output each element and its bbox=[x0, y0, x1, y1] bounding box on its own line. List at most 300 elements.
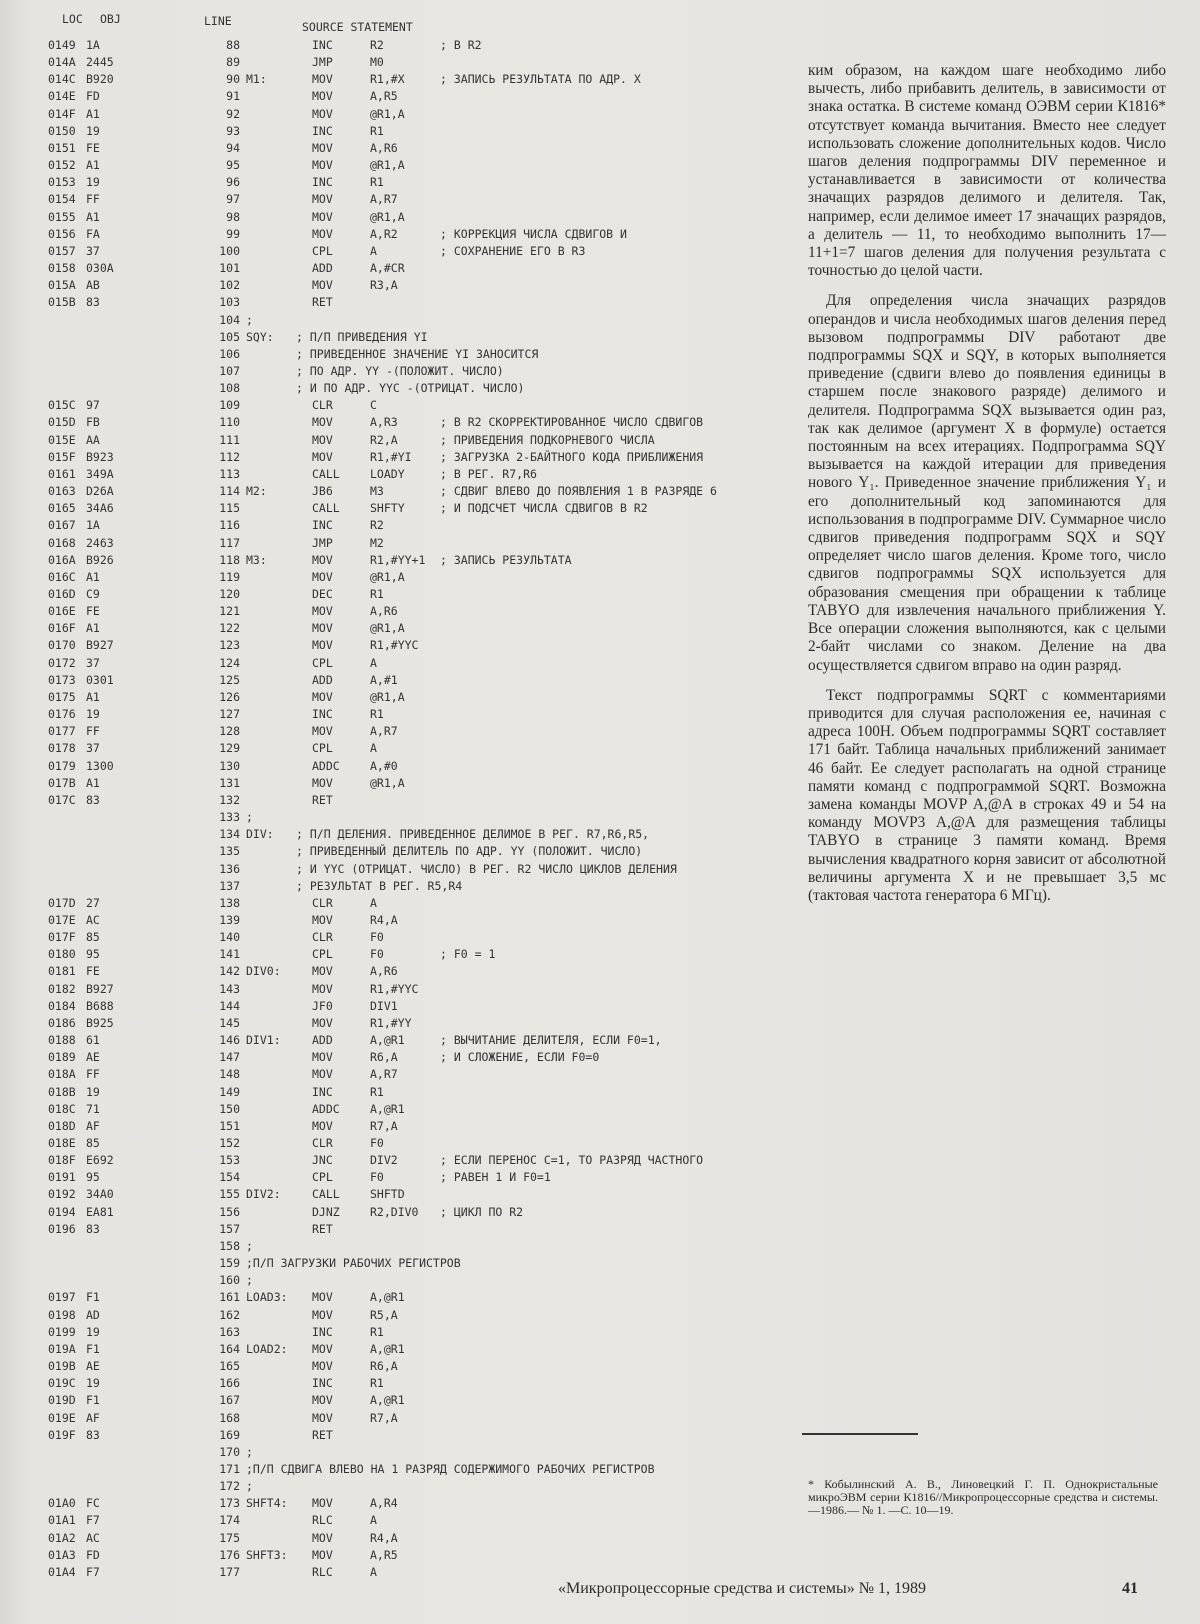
obj-cell: 0301 bbox=[86, 672, 114, 687]
obj-cell: F1 bbox=[86, 1393, 100, 1408]
opcode-cell: MOV bbox=[312, 1118, 333, 1133]
operand-cell: DIV2 bbox=[370, 1153, 398, 1168]
operand-cell: @R1,A bbox=[370, 106, 405, 121]
opcode-cell: RET bbox=[312, 1221, 333, 1236]
listing-row bbox=[48, 1187, 778, 1204]
obj-cell: A1 bbox=[86, 621, 100, 636]
line-number: 143 bbox=[219, 981, 240, 996]
listing-row bbox=[48, 1170, 778, 1187]
operand-cell: R5,A bbox=[370, 1307, 398, 1322]
obj-cell: 19 bbox=[86, 175, 100, 190]
line-number: 171 bbox=[219, 1461, 240, 1476]
footnote-divider bbox=[802, 1433, 918, 1435]
operand-cell: R1 bbox=[370, 587, 384, 601]
listing-row bbox=[48, 107, 778, 124]
line-number: 176 bbox=[219, 1547, 240, 1562]
operand-cell: R2 bbox=[370, 518, 384, 533]
loc-cell: 018A bbox=[48, 1067, 76, 1082]
loc-cell: 014E bbox=[48, 89, 76, 104]
obj-cell: 19 bbox=[86, 707, 100, 722]
operand-cell: A,R4 bbox=[370, 1496, 398, 1511]
listing-row bbox=[48, 1050, 778, 1067]
operand-cell: A,R6 bbox=[370, 964, 398, 979]
loc-cell: 0189 bbox=[48, 1050, 76, 1065]
listing-row bbox=[48, 518, 778, 535]
line-number: 91 bbox=[226, 89, 240, 104]
obj-cell: 2463 bbox=[86, 535, 114, 550]
loc-cell: 018C bbox=[48, 1101, 76, 1116]
label-cell: ;П/П СДВИГА ВЛЕВО НА 1 РАЗРЯД СОДЕРЖИМОГО РАБОЧИХ РЕГИСТРОВ bbox=[246, 1461, 655, 1476]
line-number: 148 bbox=[219, 1067, 240, 1082]
line-number: 173 bbox=[219, 1496, 240, 1511]
comment-block: ; ПРИВЕДЕННЫЙ ДЕЛИТЕЛЬ ПО АДР. YY (ПОЛОЖИТ. ЧИСЛО) bbox=[296, 844, 643, 859]
operand-cell: A,R3 bbox=[370, 415, 398, 430]
header-source: SOURCE STATEMENT bbox=[302, 20, 413, 34]
line-number: 161 bbox=[219, 1290, 240, 1305]
line-number: 166 bbox=[219, 1376, 240, 1391]
listing-row bbox=[48, 55, 778, 72]
listing-row bbox=[48, 1067, 778, 1084]
listing-row bbox=[48, 690, 778, 707]
label-cell: ;П/П ЗАГРУЗКИ РАБОЧИХ РЕГИСТРОВ bbox=[246, 1256, 461, 1271]
line-number: 106 bbox=[219, 346, 240, 361]
listing-row bbox=[48, 947, 778, 964]
listing-row bbox=[48, 261, 778, 278]
line-number: 156 bbox=[219, 1204, 240, 1219]
loc-cell: 0191 bbox=[48, 1170, 76, 1185]
listing-row bbox=[48, 1033, 778, 1050]
loc-cell: 0192 bbox=[48, 1187, 76, 1202]
obj-cell: F1 bbox=[86, 1341, 100, 1356]
listing-row bbox=[48, 192, 778, 209]
loc-cell: 019E bbox=[48, 1410, 76, 1425]
operand-cell: F0 bbox=[370, 930, 384, 945]
obj-cell: EA81 bbox=[86, 1204, 114, 1219]
opcode-cell: JF0 bbox=[312, 998, 333, 1013]
loc-cell: 0181 bbox=[48, 964, 76, 979]
opcode-cell: DEC bbox=[312, 587, 333, 601]
listing-row bbox=[48, 638, 778, 655]
line-number: 124 bbox=[219, 655, 240, 670]
label-cell: DIV: bbox=[246, 827, 274, 842]
listing-row bbox=[48, 398, 778, 415]
comment-cell: ; КОРРЕКЦИЯ ЧИСЛА СДВИГОВ И bbox=[440, 226, 627, 241]
line-number: 126 bbox=[219, 689, 240, 704]
line-number: 132 bbox=[219, 792, 240, 807]
opcode-cell: MOV bbox=[312, 689, 333, 704]
comment-cell: ; В R2 СКОРРЕКТИРОВАННОЕ ЧИСЛО СДВИГОВ bbox=[440, 415, 704, 430]
header-obj: OBJ bbox=[100, 12, 121, 26]
listing-row bbox=[48, 1085, 778, 1102]
obj-cell: 19 bbox=[86, 1376, 100, 1391]
obj-cell: A1 bbox=[86, 569, 100, 584]
line-number: 101 bbox=[219, 261, 240, 276]
operand-cell: A,R6 bbox=[370, 140, 398, 155]
obj-cell: 030A bbox=[86, 261, 114, 276]
obj-cell: B927 bbox=[86, 981, 114, 996]
operand-cell: R4,A bbox=[370, 1530, 398, 1545]
opcode-cell: RET bbox=[312, 295, 333, 310]
line-number: 130 bbox=[219, 758, 240, 773]
opcode-cell: MOV bbox=[312, 1530, 333, 1545]
opcode-cell: MOV bbox=[312, 432, 333, 447]
label-cell: LOAD3: bbox=[246, 1290, 288, 1305]
listing-row bbox=[48, 330, 778, 347]
obj-cell: FE bbox=[86, 964, 100, 979]
listing-row bbox=[48, 381, 778, 398]
opcode-cell: JMP bbox=[312, 535, 333, 550]
operand-cell: F0 bbox=[370, 1136, 384, 1150]
obj-cell: FF bbox=[86, 192, 100, 207]
obj-cell: FE bbox=[86, 140, 100, 155]
opcode-cell: JMP bbox=[312, 55, 333, 70]
opcode-cell: MOV bbox=[312, 638, 333, 653]
loc-cell: 017F bbox=[48, 930, 76, 945]
opcode-cell: MOV bbox=[312, 621, 333, 636]
operand-cell: @R1,A bbox=[370, 209, 405, 224]
label-cell: M3: bbox=[246, 552, 267, 567]
operand-cell: A,R7 bbox=[370, 1067, 398, 1082]
listing-row bbox=[48, 1325, 778, 1342]
operand-cell: A bbox=[370, 895, 377, 910]
obj-cell: 1300 bbox=[86, 758, 114, 773]
label-cell: ; bbox=[246, 1238, 253, 1253]
line-number: 122 bbox=[219, 621, 240, 636]
loc-cell: 0150 bbox=[48, 123, 76, 138]
operand-cell: R2,DIV0 bbox=[370, 1204, 419, 1219]
operand-cell: R2,A bbox=[370, 432, 398, 447]
listing-row bbox=[48, 72, 778, 89]
line-number: 121 bbox=[219, 604, 240, 619]
listing-rows bbox=[48, 38, 778, 1582]
comment-cell: ; ЦИКЛ ПО R2 bbox=[440, 1204, 524, 1219]
operand-cell: M3 bbox=[370, 484, 384, 499]
opcode-cell: INC bbox=[312, 123, 333, 138]
listing-row bbox=[48, 210, 778, 227]
obj-cell: B920 bbox=[86, 72, 114, 87]
listing-row bbox=[48, 313, 778, 330]
listing-row bbox=[48, 1428, 778, 1445]
opcode-cell: RET bbox=[312, 792, 333, 807]
opcode-cell: MOV bbox=[312, 415, 333, 430]
opcode-cell: MOV bbox=[312, 1547, 333, 1562]
line-number: 174 bbox=[219, 1513, 240, 1528]
listing-row bbox=[48, 844, 778, 861]
label-cell: ; bbox=[246, 1273, 253, 1288]
loc-cell: 017B bbox=[48, 775, 76, 790]
line-number: 109 bbox=[219, 398, 240, 413]
opcode-cell: MOV bbox=[312, 1050, 333, 1065]
opcode-cell: DJNZ bbox=[312, 1204, 340, 1219]
line-number: 108 bbox=[219, 381, 240, 396]
operand-cell: A bbox=[370, 655, 377, 670]
comment-cell: ; F0 = 1 bbox=[440, 947, 496, 962]
listing-row bbox=[48, 810, 778, 827]
listing-row bbox=[48, 673, 778, 690]
loc-cell: 019B bbox=[48, 1359, 76, 1374]
opcode-cell: CLR bbox=[312, 398, 333, 413]
opcode-cell: JB6 bbox=[312, 484, 333, 499]
line-number: 155 bbox=[219, 1187, 240, 1202]
listing-row bbox=[48, 1359, 778, 1376]
listing-row bbox=[48, 1016, 778, 1033]
assembly-listing bbox=[48, 12, 778, 1582]
obj-cell: 34A0 bbox=[86, 1187, 114, 1202]
opcode-cell: CPL bbox=[312, 741, 333, 756]
opcode-cell: MOV bbox=[312, 1290, 333, 1305]
line-number: 158 bbox=[219, 1238, 240, 1253]
line-number: 99 bbox=[226, 226, 240, 241]
listing-row bbox=[48, 1376, 778, 1393]
operand-cell: @R1,A bbox=[370, 158, 405, 173]
operand-cell: SHFTY bbox=[370, 501, 405, 516]
line-number: 117 bbox=[219, 535, 240, 550]
line-number: 125 bbox=[219, 672, 240, 687]
obj-cell: FE bbox=[86, 604, 100, 619]
listing-row bbox=[48, 244, 778, 261]
obj-cell: 71 bbox=[86, 1101, 100, 1116]
listing-row bbox=[48, 1205, 778, 1222]
loc-cell: 0153 bbox=[48, 175, 76, 190]
loc-cell: 01A3 bbox=[48, 1547, 76, 1562]
obj-cell: 1A bbox=[86, 518, 100, 533]
line-number: 102 bbox=[219, 278, 240, 293]
loc-cell: 0176 bbox=[48, 707, 76, 722]
loc-cell: 0158 bbox=[48, 261, 76, 276]
operand-cell: R3,A bbox=[370, 278, 398, 293]
operand-cell: R4,A bbox=[370, 912, 398, 927]
obj-cell: A1 bbox=[86, 106, 100, 121]
line-number: 112 bbox=[219, 449, 240, 464]
listing-row bbox=[48, 570, 778, 587]
loc-cell: 0167 bbox=[48, 518, 76, 533]
loc-cell: 017D bbox=[48, 895, 76, 910]
obj-cell: B927 bbox=[86, 638, 114, 653]
listing-row bbox=[48, 707, 778, 724]
opcode-cell: MOV bbox=[312, 1393, 333, 1408]
loc-cell: 0186 bbox=[48, 1015, 76, 1030]
opcode-cell: INC bbox=[312, 1084, 333, 1099]
line-number: 172 bbox=[219, 1479, 240, 1494]
obj-cell: F7 bbox=[86, 1513, 100, 1528]
loc-cell: 016C bbox=[48, 569, 76, 584]
obj-cell: D26A bbox=[86, 484, 114, 499]
obj-cell: 85 bbox=[86, 930, 100, 945]
opcode-cell: CLR bbox=[312, 1136, 333, 1150]
loc-cell: 0196 bbox=[48, 1221, 76, 1236]
listing-row bbox=[48, 930, 778, 947]
label-cell: SHFT3: bbox=[246, 1547, 288, 1562]
operand-cell: @R1,A bbox=[370, 775, 405, 790]
line-number: 90 bbox=[226, 72, 240, 87]
operand-cell: DIV1 bbox=[370, 998, 398, 1013]
obj-cell: A1 bbox=[86, 158, 100, 173]
obj-cell: 1A bbox=[86, 38, 100, 52]
opcode-cell: MOV bbox=[312, 981, 333, 996]
operand-cell: A,R2 bbox=[370, 226, 398, 241]
journal-footer: «Микропроцессорные средства и системы» № 1, 1989 bbox=[558, 1580, 927, 1597]
operand-cell: R1,#YY+1 bbox=[370, 552, 426, 567]
listing-row bbox=[48, 793, 778, 810]
opcode-cell: MOV bbox=[312, 72, 333, 87]
obj-cell: AE bbox=[86, 1359, 100, 1374]
obj-cell: AF bbox=[86, 1118, 100, 1133]
line-number: 116 bbox=[219, 518, 240, 533]
line-number: 162 bbox=[219, 1307, 240, 1322]
obj-cell: 95 bbox=[86, 947, 100, 962]
comment-block: ; И YYC (ОТРИЦАТ. ЧИСЛО) В РЕГ. R2 ЧИСЛО ЦИКЛОВ ДЕЛЕНИЯ bbox=[296, 861, 677, 876]
operand-cell: A bbox=[370, 741, 377, 756]
line-number: 131 bbox=[219, 775, 240, 790]
loc-cell: 0172 bbox=[48, 655, 76, 670]
opcode-cell: CPL bbox=[312, 1170, 333, 1185]
listing-row bbox=[48, 1239, 778, 1256]
comment-block: ; ПО АДР. YY -(ПОЛОЖИТ. ЧИСЛО) bbox=[296, 363, 504, 378]
obj-cell: F7 bbox=[86, 1564, 100, 1579]
operand-cell: A,R5 bbox=[370, 1547, 398, 1562]
line-number: 142 bbox=[219, 964, 240, 979]
obj-cell: 83 bbox=[86, 1221, 100, 1236]
opcode-cell: MOV bbox=[312, 226, 333, 241]
comment-cell: ; ЗАГРУЗКА 2-БАЙТНОГО КОДА ПРИБЛИЖЕНИЯ bbox=[440, 449, 704, 464]
operand-cell: LOADY bbox=[370, 466, 405, 481]
loc-cell: 01A1 bbox=[48, 1513, 76, 1528]
operand-cell: R1 bbox=[370, 175, 384, 190]
listing-row bbox=[48, 1136, 778, 1153]
listing-row bbox=[48, 741, 778, 758]
listing-row bbox=[48, 536, 778, 553]
operand-cell: A,#0 bbox=[370, 758, 398, 773]
line-number: 152 bbox=[219, 1136, 240, 1150]
operand-cell: R1,#YYC bbox=[370, 981, 419, 996]
label-cell: ; bbox=[246, 1479, 253, 1494]
line-number: 135 bbox=[219, 844, 240, 859]
obj-cell: AD bbox=[86, 1307, 100, 1322]
loc-cell: 01A4 bbox=[48, 1564, 76, 1579]
line-number: 139 bbox=[219, 912, 240, 927]
listing-row bbox=[48, 1496, 778, 1513]
loc-cell: 018D bbox=[48, 1118, 76, 1133]
listing-row bbox=[48, 450, 778, 467]
opcode-cell: INC bbox=[312, 1376, 333, 1391]
operand-cell: R1 bbox=[370, 707, 384, 722]
line-number: 169 bbox=[219, 1427, 240, 1442]
opcode-cell: MOV bbox=[312, 569, 333, 584]
opcode-cell: CALL bbox=[312, 466, 340, 481]
obj-cell: AC bbox=[86, 912, 100, 927]
line-number: 105 bbox=[219, 329, 240, 344]
obj-cell: 27 bbox=[86, 895, 100, 910]
listing-row bbox=[48, 1393, 778, 1410]
listing-row bbox=[48, 278, 778, 295]
listing-row bbox=[48, 1342, 778, 1359]
opcode-cell: MOV bbox=[312, 964, 333, 979]
loc-cell: 0199 bbox=[48, 1324, 76, 1339]
opcode-cell: MOV bbox=[312, 912, 333, 927]
line-number: 160 bbox=[219, 1273, 240, 1288]
listing-header bbox=[48, 12, 778, 38]
opcode-cell: ADD bbox=[312, 1033, 333, 1048]
paragraph-2: Для определения числа значащих разрядов операндов и числа необходимых шагов деления перед вызовом подпрограммы DIV работают две подпрограммы SQX и SQY, в которых выполняется приведение (сдвиги влево до появления единицы в старшем после знакового разряде) делимого и делителя. Подпрограмма SQX вызывается один раз, так как делимое (аргумент X в формуле) остается постоянным на всех итерациях. Подпрограмма SQY вызывается на каждой итерации для приведения нового Y₁. Приведенное значение приближения Y₁ и его дополнительный код запоминаются для использования в подпрограмме DIV. Суммарное число сдвигов приведения подпрограмм SQX и SQY определяет число шагов деления. Кроме того, число сдвигов подпрограммы SQX используется для образования смещения при обращении к таблице TABYO для извлечения начального приближения Y. Все операции сложения выполняются, как с целыми 2-байт числами со знаком. Деление на два осуществляется сдвигом вправо на один разряд. bbox=[808, 292, 1166, 674]
obj-cell: B688 bbox=[86, 998, 114, 1013]
operand-cell: R7,A bbox=[370, 1410, 398, 1425]
line-number: 100 bbox=[219, 243, 240, 258]
operand-cell: R1 bbox=[370, 123, 384, 138]
opcode-cell: MOV bbox=[312, 724, 333, 739]
obj-cell: 37 bbox=[86, 655, 100, 670]
obj-cell: 83 bbox=[86, 792, 100, 807]
line-number: 149 bbox=[219, 1084, 240, 1099]
obj-cell: 37 bbox=[86, 741, 100, 756]
listing-row bbox=[48, 553, 778, 570]
listing-row bbox=[48, 1256, 778, 1273]
label-cell: SHFT4: bbox=[246, 1496, 288, 1511]
obj-cell: A1 bbox=[86, 689, 100, 704]
listing-row bbox=[48, 879, 778, 896]
comment-block: ; П/П ПРИВЕДЕНИЯ YI bbox=[296, 329, 428, 344]
loc-cell: 0179 bbox=[48, 758, 76, 773]
operand-cell: A,R7 bbox=[370, 724, 398, 739]
opcode-cell: MOV bbox=[312, 106, 333, 121]
line-number: 140 bbox=[219, 930, 240, 945]
loc-cell: 014A bbox=[48, 55, 76, 70]
loc-cell: 0182 bbox=[48, 981, 76, 996]
opcode-cell: INC bbox=[312, 175, 333, 190]
opcode-cell: CALL bbox=[312, 1187, 340, 1202]
operand-cell: R1,#X bbox=[370, 72, 405, 87]
operand-cell: A bbox=[370, 243, 377, 258]
operand-cell: R6,A bbox=[370, 1050, 398, 1065]
comment-cell: ; И СЛОЖЕНИЕ, ЕСЛИ F0=0 bbox=[440, 1050, 600, 1065]
listing-row bbox=[48, 759, 778, 776]
opcode-cell: ADDC bbox=[312, 1101, 340, 1116]
loc-cell: 015C bbox=[48, 398, 76, 413]
obj-cell: 95 bbox=[86, 1170, 100, 1185]
opcode-cell: MOV bbox=[312, 1359, 333, 1374]
loc-cell: 019F bbox=[48, 1427, 76, 1442]
operand-cell: M0 bbox=[370, 55, 384, 70]
obj-cell: 83 bbox=[86, 295, 100, 310]
loc-cell: 0198 bbox=[48, 1307, 76, 1322]
label-cell: SQY: bbox=[246, 329, 274, 344]
loc-cell: 017E bbox=[48, 912, 76, 927]
loc-cell: 018B bbox=[48, 1084, 76, 1099]
line-number: 127 bbox=[219, 707, 240, 722]
opcode-cell: RLC bbox=[312, 1513, 333, 1528]
opcode-cell: INC bbox=[312, 707, 333, 722]
line-number: 147 bbox=[219, 1050, 240, 1065]
listing-row bbox=[48, 1445, 778, 1462]
opcode-cell: CPL bbox=[312, 655, 333, 670]
line-number: 145 bbox=[219, 1015, 240, 1030]
operand-cell: A,@R1 bbox=[370, 1101, 405, 1116]
obj-cell: 2445 bbox=[86, 55, 114, 70]
opcode-cell: MOV bbox=[312, 1410, 333, 1425]
opcode-cell: MOV bbox=[312, 552, 333, 567]
loc-cell: 0184 bbox=[48, 998, 76, 1013]
comment-block: ; П/П ДЕЛЕНИЯ. ПРИВЕДЕННОЕ ДЕЛИМОЕ В РЕГ. R7,R6,R5, bbox=[296, 827, 650, 842]
comment-cell: ; СОХРАНЕНИЕ ЕГО В R3 bbox=[440, 243, 586, 258]
listing-row bbox=[48, 141, 778, 158]
opcode-cell: MOV bbox=[312, 449, 333, 464]
line-number: 157 bbox=[219, 1221, 240, 1236]
listing-row bbox=[48, 158, 778, 175]
operand-cell: A,R5 bbox=[370, 89, 398, 104]
article-text bbox=[808, 62, 1166, 905]
operand-cell: A,R6 bbox=[370, 604, 398, 619]
listing-row bbox=[48, 295, 778, 312]
header-line: LINE bbox=[204, 14, 232, 28]
